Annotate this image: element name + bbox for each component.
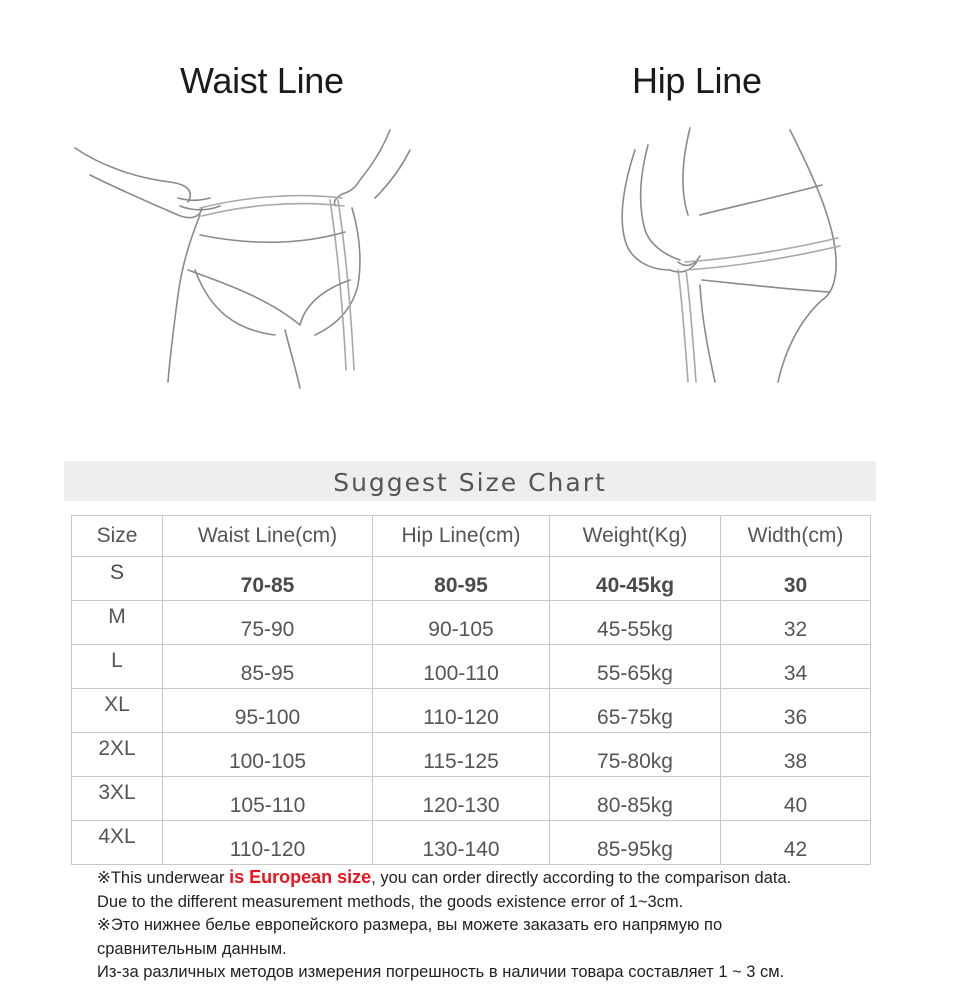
header-weight: Weight(Kg)	[550, 516, 721, 557]
note-line-3: ※Это нижнее белье европейского размера, вы можете заказать его напрямую по	[97, 916, 723, 934]
hip-cell: 120-130	[373, 777, 550, 821]
size-chart-banner	[64, 461, 876, 501]
note-suffix: , you can order directly according to the comparison data.	[371, 869, 792, 887]
width-cell: 36	[721, 689, 871, 733]
weight-cell: 40-45kg	[550, 557, 721, 601]
hip-cell: 80-95	[373, 557, 550, 601]
table-row	[72, 821, 871, 865]
waist-cell: 70-85	[163, 557, 373, 601]
size-cell: 2XL	[72, 733, 163, 777]
weight-cell: 65-75kg	[550, 689, 721, 733]
table-row	[72, 557, 871, 601]
note-line-4: сравнительным данным.	[97, 939, 287, 958]
weight-cell: 55-65kg	[550, 645, 721, 689]
weight-cell: 45-55kg	[550, 601, 721, 645]
header-width: Width(cm)	[721, 516, 871, 557]
size-cell: 3XL	[72, 777, 163, 821]
table-row	[72, 645, 871, 689]
width-cell: 34	[721, 645, 871, 689]
hip-measurement-illustration	[590, 120, 880, 390]
note-line-1	[97, 866, 927, 891]
size-cell: M	[72, 601, 163, 645]
size-chart-title: Suggest Size Chart	[333, 468, 607, 497]
table-row	[72, 777, 871, 821]
header-size: Size	[72, 516, 163, 557]
table-row	[72, 733, 871, 777]
hip-cell: 110-120	[373, 689, 550, 733]
hip-cell: 115-125	[373, 733, 550, 777]
size-cell: XL	[72, 689, 163, 733]
note-prefix: ※This underwear	[97, 869, 230, 887]
european-size-highlight: is European size	[229, 867, 372, 887]
size-cell: L	[72, 645, 163, 689]
waist-measurement-illustration	[60, 120, 420, 390]
hip-line-title: Hip Line	[632, 60, 762, 101]
waist-cell: 95-100	[163, 689, 373, 733]
waist-cell: 85-95	[163, 645, 373, 689]
header-waist-line: Waist Line(cm)	[163, 516, 373, 557]
waist-cell: 110-120	[163, 821, 373, 865]
size-cell: S	[72, 557, 163, 601]
weight-cell: 75-80kg	[550, 733, 721, 777]
size-cell: 4XL	[72, 821, 163, 865]
table-row	[72, 689, 871, 733]
table-header-row	[72, 516, 871, 557]
waist-cell: 100-105	[163, 733, 373, 777]
weight-cell: 85-95kg	[550, 821, 721, 865]
size-table	[71, 515, 871, 865]
width-cell: 32	[721, 601, 871, 645]
waist-cell: 75-90	[163, 601, 373, 645]
table-row	[72, 601, 871, 645]
waist-cell: 105-110	[163, 777, 373, 821]
hip-cell: 130-140	[373, 821, 550, 865]
weight-cell: 80-85kg	[550, 777, 721, 821]
header-hip-line: Hip Line(cm)	[373, 516, 550, 557]
hip-cell: 100-110	[373, 645, 550, 689]
hip-cell: 90-105	[373, 601, 550, 645]
width-cell: 38	[721, 733, 871, 777]
note-line-2: Due to the different measurement methods, the goods existence error of 1~3cm.	[97, 892, 684, 911]
width-cell: 30	[721, 557, 871, 601]
waist-line-title: Waist Line	[180, 60, 344, 101]
width-cell: 42	[721, 821, 871, 865]
size-notes	[97, 866, 927, 985]
note-line-5: Из-за различных методов измерения погрешность в наличии товара составляет 1 ~ 3 см.	[97, 963, 785, 981]
width-cell: 40	[721, 777, 871, 821]
